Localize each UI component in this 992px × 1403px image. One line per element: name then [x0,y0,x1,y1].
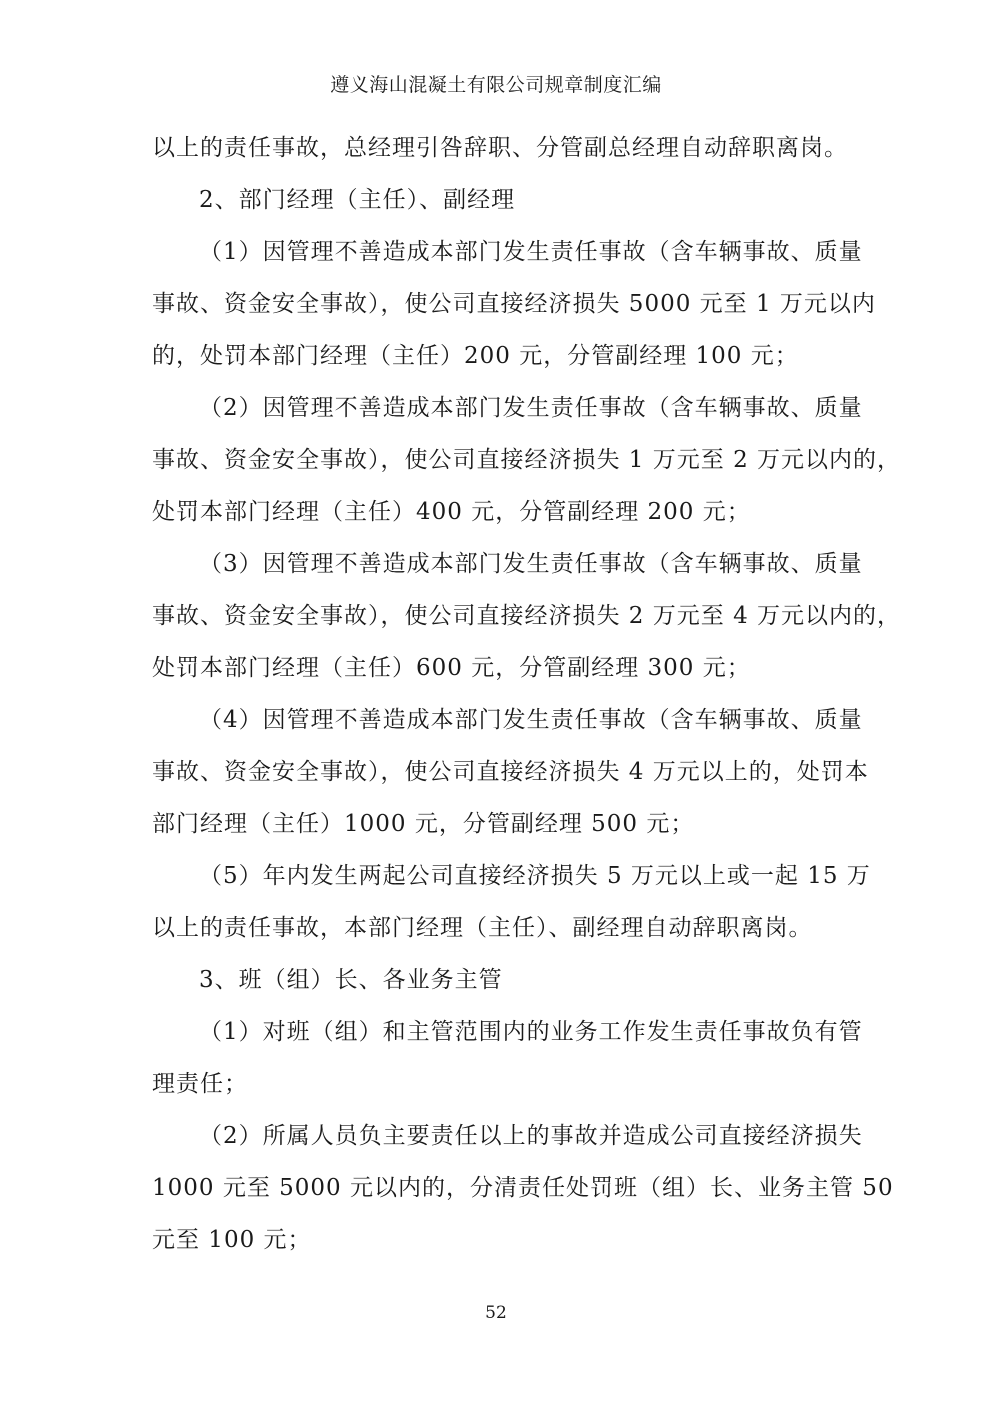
text-line: 事故、资金安全事故），使公司直接经济损失 4 万元以上的，处罚本 [152,759,869,785]
text-line: （4）因管理不善造成本部门发生责任事故（含车辆事故、质量 [199,707,863,733]
text-line: （3）因管理不善造成本部门发生责任事故（含车辆事故、质量 [199,551,863,577]
text-line: 1000 元至 5000 元以内的，分清责任处罚班（组）长、业务主管 50 [152,1175,894,1201]
text-line: （1）对班（组）和主管范围内的业务工作发生责任事故负有管 [199,1019,863,1045]
text-line: （5）年内发生两起公司直接经济损失 5 万元以上或一起 15 万 [199,863,871,889]
text-line: 部门经理（主任）1000 元，分管副经理 500 元； [152,811,695,837]
section-heading: 3、班（组）长、各业务主管 [199,967,503,993]
text-line: 的，处罚本部门经理（主任）200 元，分管副经理 100 元； [152,343,799,369]
page-number: 52 [485,1303,507,1323]
body-text [152,128,902,1272]
text-line: 处罚本部门经理（主任）600 元，分管副经理 300 元； [152,655,751,681]
section-heading: 2、部门经理（主任）、副经理 [199,187,516,213]
text-line: （2）因管理不善造成本部门发生责任事故（含车辆事故、质量 [199,395,863,421]
text-line: 事故、资金安全事故），使公司直接经济损失 2 万元至 4 万元以内的， [152,603,902,629]
text-line: 处罚本部门经理（主任）400 元，分管副经理 200 元； [152,499,751,525]
text-line: 理责任； [152,1071,248,1097]
text-line: 元至 100 元； [152,1227,312,1253]
text-line: 事故、资金安全事故），使公司直接经济损失 5000 元至 1 万元以内 [152,291,876,317]
text-line: 事故、资金安全事故），使公司直接经济损失 1 万元至 2 万元以内的， [152,447,902,473]
page-header: 遵义海山混凝土有限公司规章制度汇编 [330,74,662,96]
text-line: 以上的责任事故，本部门经理（主任）、副经理自动辞职离岗。 [152,915,813,941]
text-line: 以上的责任事故，总经理引咎辞职、分管副总经理自动辞职离岗。 [152,135,848,161]
text-line: （1）因管理不善造成本部门发生责任事故（含车辆事故、质量 [199,239,863,265]
text-line: （2）所属人员负主要责任以上的事故并造成公司直接经济损失 [199,1123,863,1149]
